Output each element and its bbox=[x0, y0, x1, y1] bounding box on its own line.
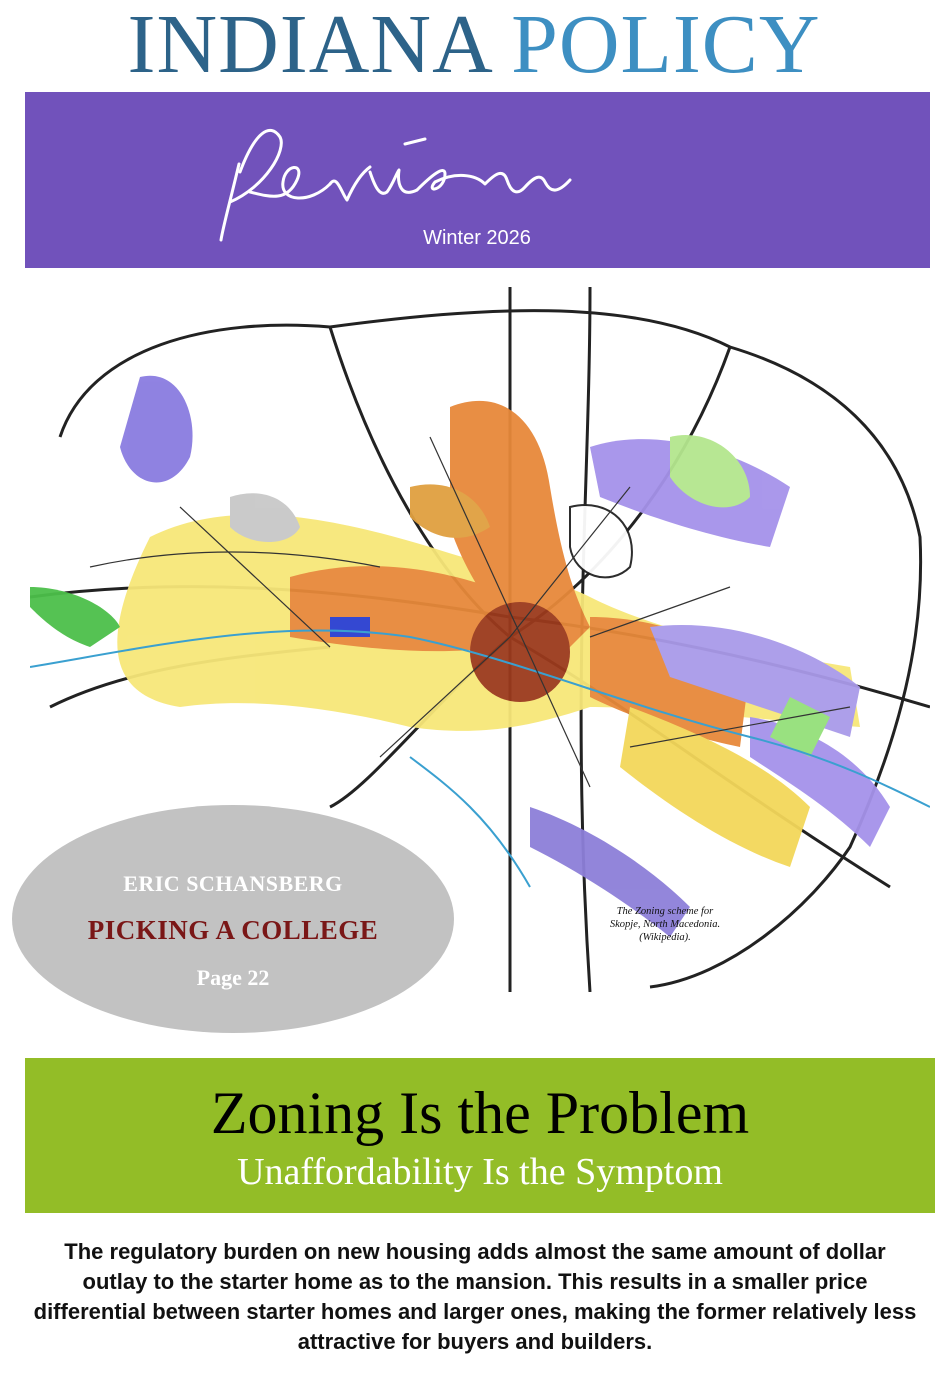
feature-oval[interactable] bbox=[12, 805, 454, 1033]
masthead-word-indiana: INDIANA bbox=[127, 0, 490, 91]
caption-line: Skopje, North Macedonia. bbox=[609, 919, 721, 930]
cover-headline: Zoning Is the Problem bbox=[210, 1080, 750, 1146]
cover-blurb: The regulatory burden on new housing adds almost the same amount of dollar outlay to the starter home as to the mansion. This results in a smaller price differential between starter homes and larger ones, making the former relatively less attractive for buyers and builders. bbox=[33, 1239, 917, 1354]
caption-line: The Zoning scheme for bbox=[616, 906, 714, 917]
map-caption bbox=[575, 905, 755, 944]
feature-title: PICKING A COLLEGE bbox=[87, 915, 379, 945]
review-banner bbox=[25, 92, 930, 268]
feature-author: ERIC SCHANSBERG bbox=[123, 871, 343, 896]
caption-line: (Wikipedia). bbox=[639, 932, 691, 943]
masthead-word-policy: POLICY bbox=[511, 0, 821, 91]
masthead bbox=[0, 0, 948, 90]
review-script-logo bbox=[25, 92, 930, 268]
season-label: Winter 2026 bbox=[423, 227, 531, 249]
cover-story-band bbox=[25, 1058, 935, 1213]
feature-page: Page 22 bbox=[196, 965, 270, 990]
cover-subhead: Unaffordability Is the Symptom bbox=[237, 1151, 723, 1193]
